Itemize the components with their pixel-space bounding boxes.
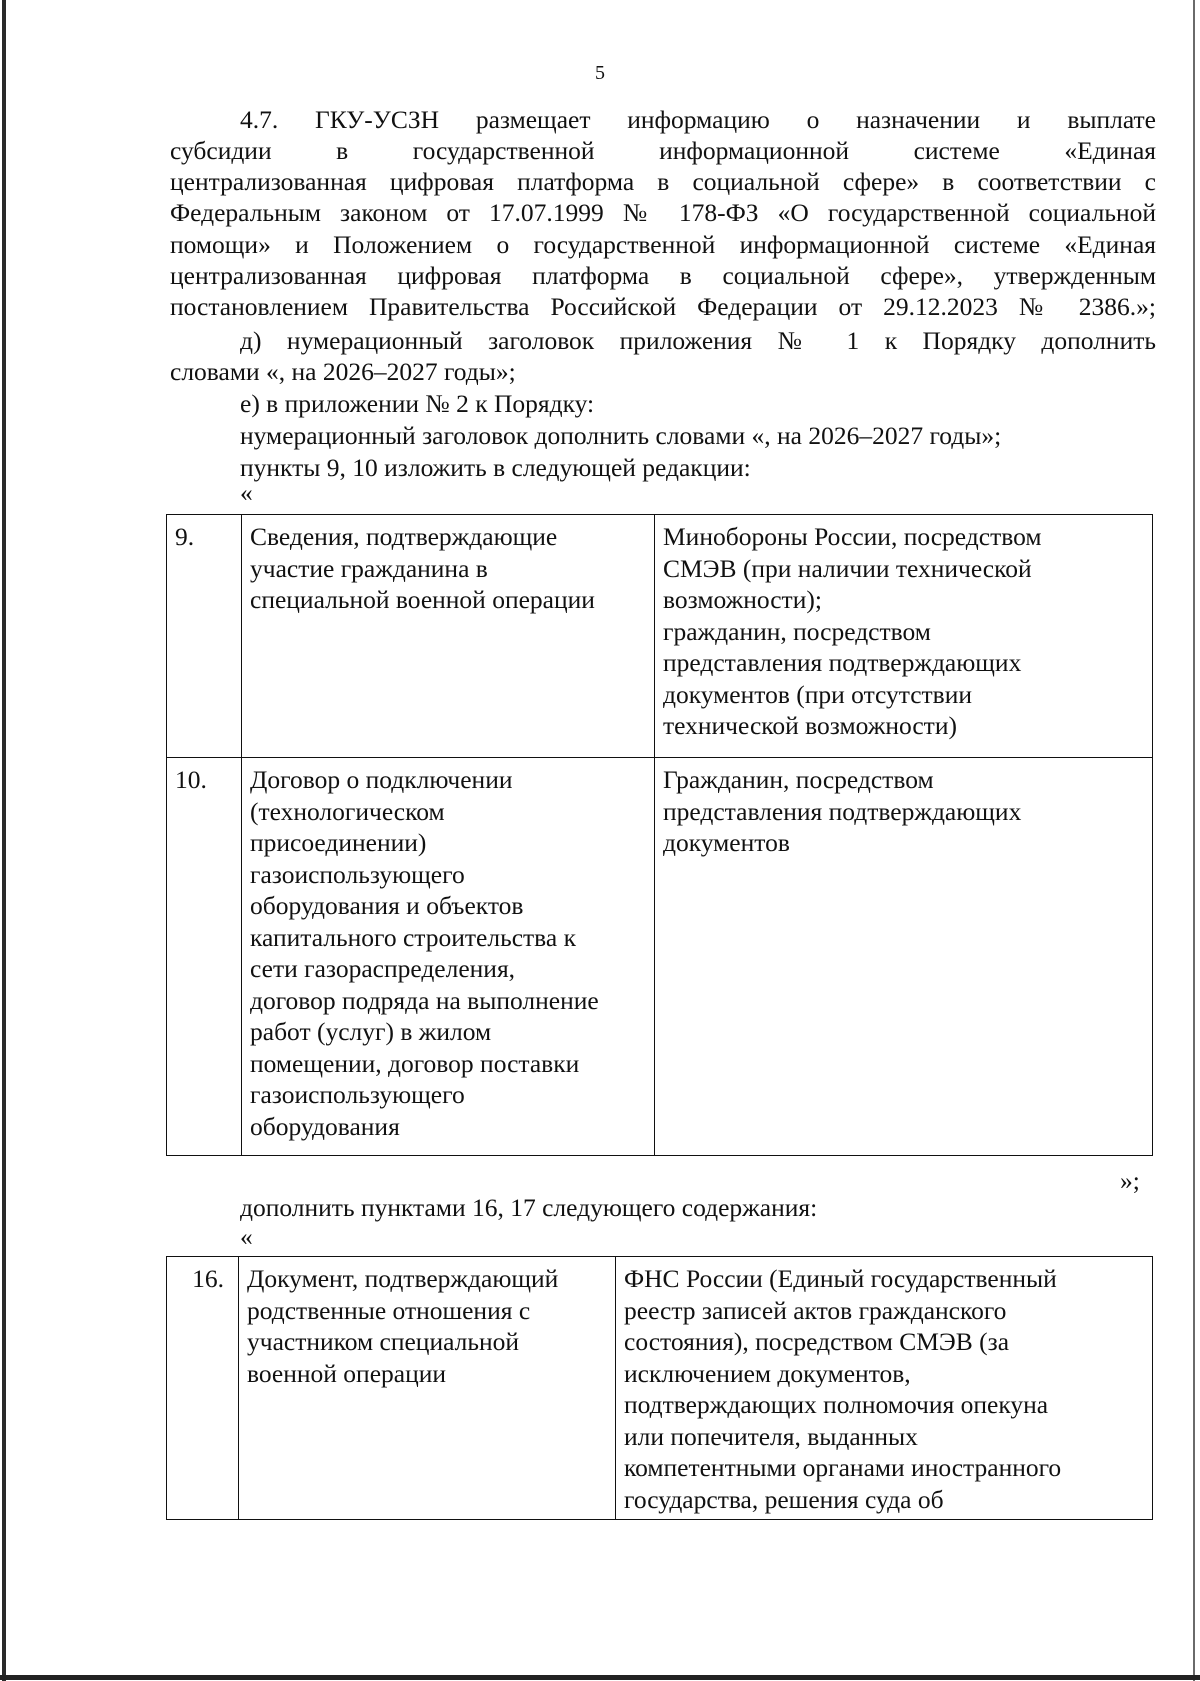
cell-line: Минобороны России, посредством (663, 522, 1042, 551)
cell-line: представления подтверждающих (663, 648, 1022, 677)
cell-line: газоиспользующего (250, 859, 465, 889)
cell-line: капитального строительства к (250, 922, 576, 952)
cell-line: Гражданин, посредством (663, 765, 934, 794)
item-number: 10. (167, 758, 242, 1156)
cell-line: военной операции (247, 1358, 447, 1388)
paragraph-e-items: пункты 9, 10 изложить в следующей редакции: (240, 453, 751, 482)
source-cell (655, 515, 1153, 758)
cell-line: Сведения, подтверждающие (250, 522, 558, 551)
cell-line: (технологическом (250, 796, 445, 826)
scan-bottom-edge (0, 1675, 1200, 1680)
paragraph-line: д) нумерационный заголовок приложения № 1 к Порядку дополнить (240, 326, 1156, 355)
table-row (167, 758, 1153, 1156)
cell-line: газоиспользующего (250, 1080, 465, 1109)
scan-right-edge (1193, 0, 1195, 1681)
source-cell (655, 758, 1153, 1156)
cell-line: Документ, подтверждающий (247, 1264, 559, 1293)
cell-line: Договор о подключении (250, 765, 513, 794)
cell-line: оборудования и объектов (250, 891, 524, 920)
paragraph-line: постановлением Правительства Российской Федерации от 29.12.2023 № 2386.»; (170, 292, 1156, 321)
scan-left-edge (2, 0, 6, 1681)
cell-line: ФНС России (Единый государственный (624, 1264, 1057, 1293)
cell-line: исключением документов, (624, 1358, 911, 1388)
cell-line: или попечителя, выданных (624, 1421, 918, 1451)
cell-line: родственные отношения с (247, 1295, 531, 1325)
paragraph-line: помощи» и Положением о государственной информационной системе «Единая (170, 230, 1156, 259)
opening-quote: « (240, 1222, 253, 1251)
cell-line: технической возможности) (663, 711, 957, 740)
table-row (167, 515, 1153, 758)
cell-line: договор подряда на выполнение (250, 985, 599, 1015)
cell-line: государства, решения суда об (624, 1484, 944, 1514)
opening-quote: « (240, 478, 253, 507)
item-number: 9. (167, 515, 242, 758)
document-name-cell (242, 515, 655, 758)
cell-line: оборудования (250, 1111, 400, 1141)
paragraph-line: словами «, на 2026–2027 годы»; (170, 357, 516, 386)
cell-line: представления подтверждающих (663, 796, 1022, 826)
cell-line: участие гражданина в (250, 553, 488, 583)
paragraph-e: е) в приложении № 2 к Порядку: (240, 389, 595, 418)
table-row (167, 1257, 1153, 1520)
cell-line: компетентными органами иностранного (624, 1453, 1062, 1482)
paragraph-e-heading: нумерационный заголовок дополнить словами «, на 2026–2027 годы»; (240, 421, 1002, 450)
cell-line: специальной военной операции (250, 585, 595, 614)
cell-line: присоединении) (250, 828, 427, 857)
paragraph-line: централизованная цифровая платформа в социальной сфере», утвержденным (170, 261, 1156, 290)
document-name-cell (242, 758, 655, 1156)
paragraph-line: централизованная цифровая платформа в социальной сфере» в соответствии с (170, 167, 1156, 196)
paragraph-add-items: дополнить пунктами 16, 17 следующего содержания: (240, 1193, 818, 1222)
source-cell (616, 1257, 1153, 1520)
cell-line: подтверждающих полномочия опекуна (624, 1390, 1049, 1419)
cell-line: гражданин, посредством (663, 616, 931, 646)
cell-line: возможности); (663, 585, 822, 614)
page-number: 5 (595, 62, 605, 84)
cell-line: участником специальной (247, 1327, 520, 1356)
paragraph-line: Федеральным законом от 17.07.1999 № 178-ФЗ «О государственной социальной (170, 198, 1156, 227)
paragraph-line: субсидии в государственной информационной системе «Единая (170, 136, 1156, 165)
paragraph-line: 4.7. ГКУ-УСЗН размещает информацию о назначении и выплате (240, 105, 1156, 134)
documents-table-items-16-17 (166, 1256, 1153, 1520)
cell-line: состояния), посредством СМЭВ (за (624, 1327, 1010, 1356)
cell-line: сети газораспределения, (250, 954, 516, 983)
cell-line: СМЭВ (при наличии технической (663, 553, 1032, 583)
documents-table-items-9-10 (166, 514, 1153, 1156)
cell-line: помещении, договор поставки (250, 1048, 580, 1078)
cell-line: работ (услуг) в жилом (250, 1017, 492, 1046)
cell-line: документов (при отсутствии (663, 679, 973, 709)
cell-line: документов (663, 828, 790, 857)
document-name-cell (239, 1257, 616, 1520)
closing-quote: »; (1120, 1166, 1140, 1195)
cell-line: реестр записей актов гражданского (624, 1295, 1007, 1325)
item-number: 16. (167, 1257, 239, 1520)
